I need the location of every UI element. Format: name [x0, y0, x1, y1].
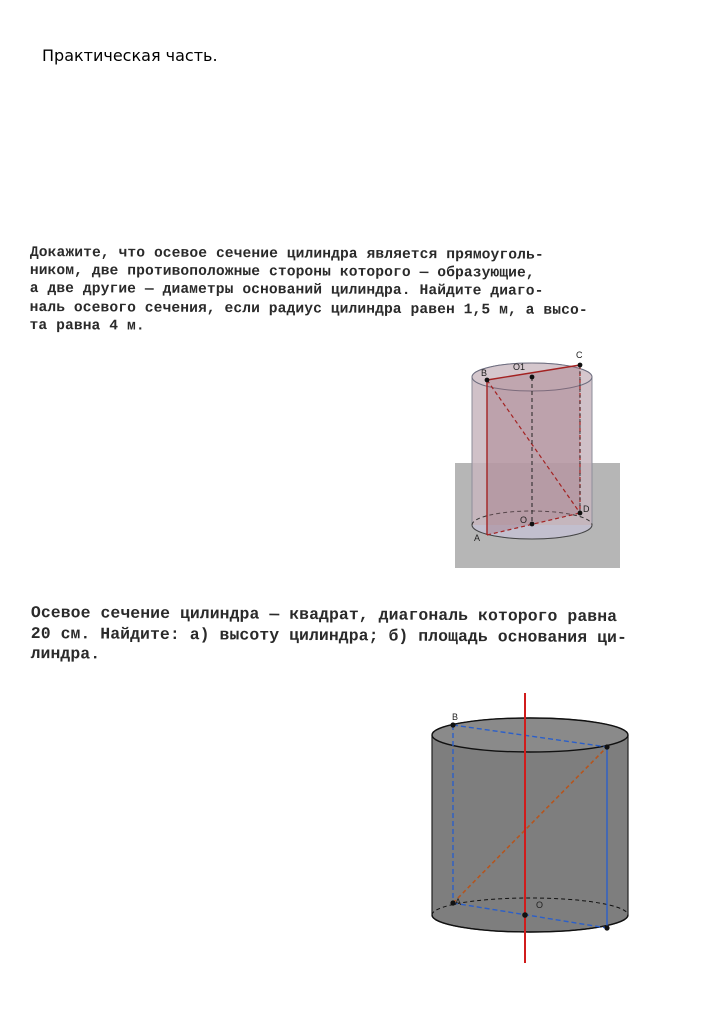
label-b: B [481, 368, 488, 378]
label-2-b: B [452, 712, 459, 722]
point-o1 [530, 375, 535, 380]
problem-1-line: ником, две противоположные стороны которого — образующие, [29, 263, 535, 282]
cylinder-figure-2 [420, 685, 640, 965]
problem-2-line: Осевое сечение цилиндра — квадрат, диагональ которого равна [30, 603, 618, 627]
problem-1-line: Докажите, что осевое сечение цилиндра является прямоуголь- [29, 244, 544, 264]
label-2-a: A [455, 897, 462, 907]
point-2-o [522, 912, 528, 918]
label-a: A [474, 533, 481, 543]
label-c: C [576, 350, 583, 360]
point-2-d [604, 925, 609, 930]
point-2-b [450, 722, 455, 727]
label-2-o: O [536, 900, 544, 910]
axial-section [487, 365, 580, 535]
problem-1-text [30, 244, 589, 338]
point-b [485, 378, 490, 383]
page-title: Практическая часть. [42, 46, 218, 65]
label-d: D [583, 504, 590, 514]
label-o: O [520, 515, 528, 525]
problem-1-line: та равна 4 м. [29, 317, 145, 335]
problem-2-text [31, 603, 628, 669]
point-o [530, 522, 535, 527]
point-d [578, 511, 583, 516]
problem-2-line: 20 см. Найдите: а) высоту цилиндра; б) площадь основания ци- [30, 623, 628, 647]
problem-1-line: а две другие — диаметры оснований цилиндра. Найдите диаго- [29, 281, 544, 301]
problem-2-line: линдра. [30, 643, 101, 664]
cylinder-2-top [432, 718, 628, 752]
point-2-c [604, 744, 609, 749]
label-o1: O1 [513, 362, 526, 372]
problem-1-line: наль осевого сечения, если радиус цилиндра равен 1,5 м, а высо- [29, 299, 588, 319]
point-c [578, 363, 583, 368]
cylinder-figure-1 [440, 350, 630, 575]
